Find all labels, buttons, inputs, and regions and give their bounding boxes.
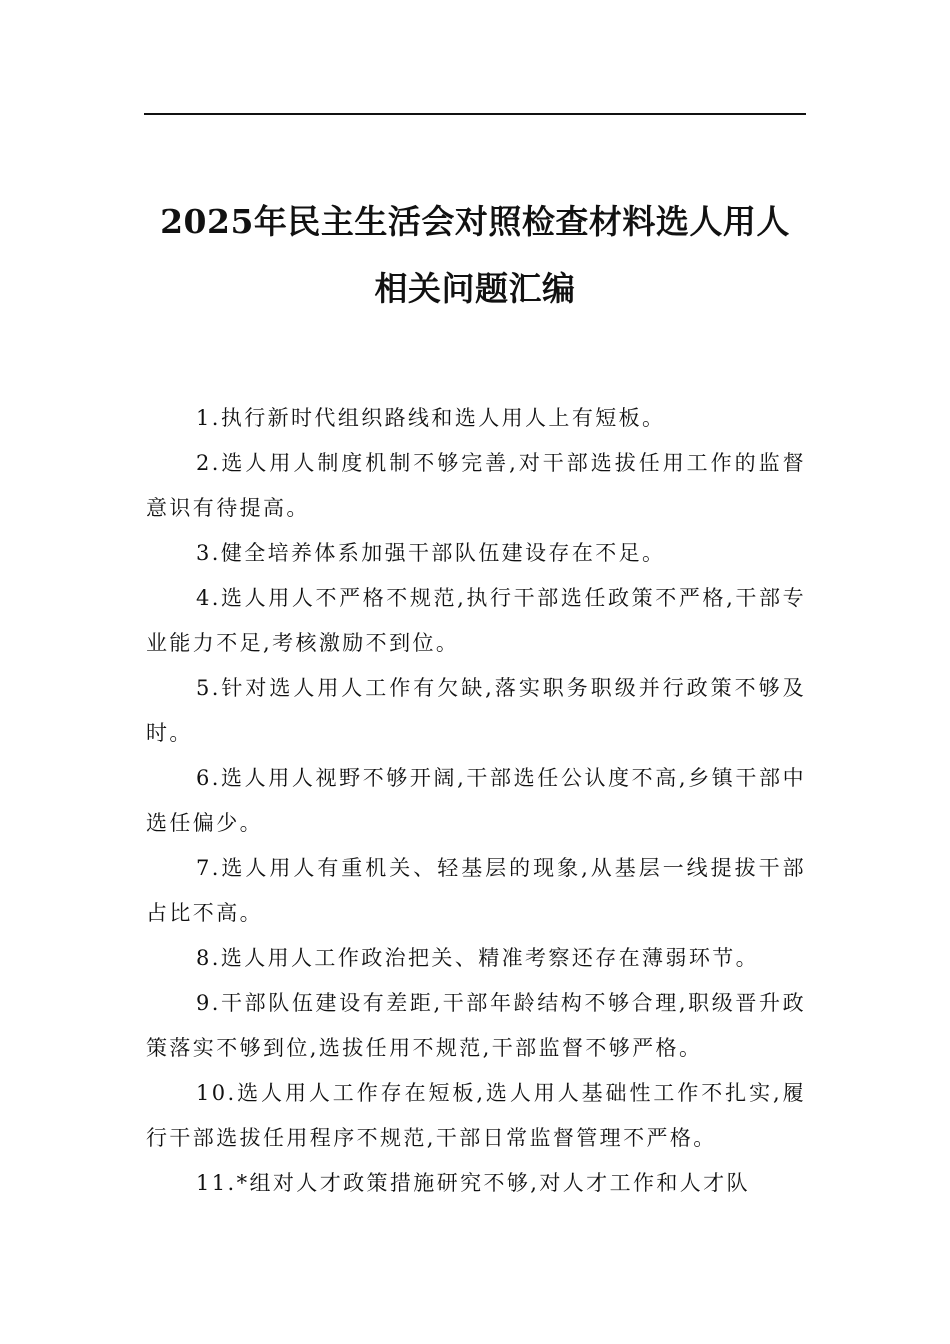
list-item: 9.干部队伍建设有差距,干部年龄结构不够合理,职级晋升政策落实不够到位,选拔任用不规范,干部监督不够严格。: [146, 991, 806, 1060]
list-item: 8.选人用人工作政治把关、精准考察还存在薄弱环节。: [196, 946, 760, 970]
title-line-1: 2025年民主生活会对照检查材料选人用人: [160, 202, 790, 241]
document-title: [140, 188, 810, 322]
list-item: 3.健全培养体系加强干部队伍建设存在不足。: [196, 541, 666, 565]
list-item: 4.选人用人不严格不规范,执行干部选任政策不严格,干部专业能力不足,考核激励不到位。: [146, 586, 806, 655]
list-item: 1.执行新时代组织路线和选人用人上有短板。: [196, 406, 666, 430]
list-item: 10.选人用人工作存在短板,选人用人基础性工作不扎实,履行干部选拔任用程序不规范,干部日常监督管理不严格。: [146, 1081, 806, 1150]
list-item: 6.选人用人视野不够开阔,干部选任公认度不高,乡镇干部中选任偏少。: [146, 766, 806, 835]
title-line-2: 相关问题汇编: [374, 269, 576, 308]
list-item: 7.选人用人有重机关、轻基层的现象,从基层一线提拔干部占比不高。: [146, 856, 806, 925]
document-body: [146, 396, 806, 1206]
list-item: 5.针对选人用人工作有欠缺,落实职务职级并行政策不够及时。: [146, 676, 806, 745]
header-rule: [144, 113, 806, 115]
list-item: 11.*组对人才政策措施研究不够,对人才工作和人才队: [196, 1171, 750, 1195]
list-item: 2.选人用人制度机制不够完善,对干部选拔任用工作的监督意识有待提高。: [146, 451, 806, 520]
